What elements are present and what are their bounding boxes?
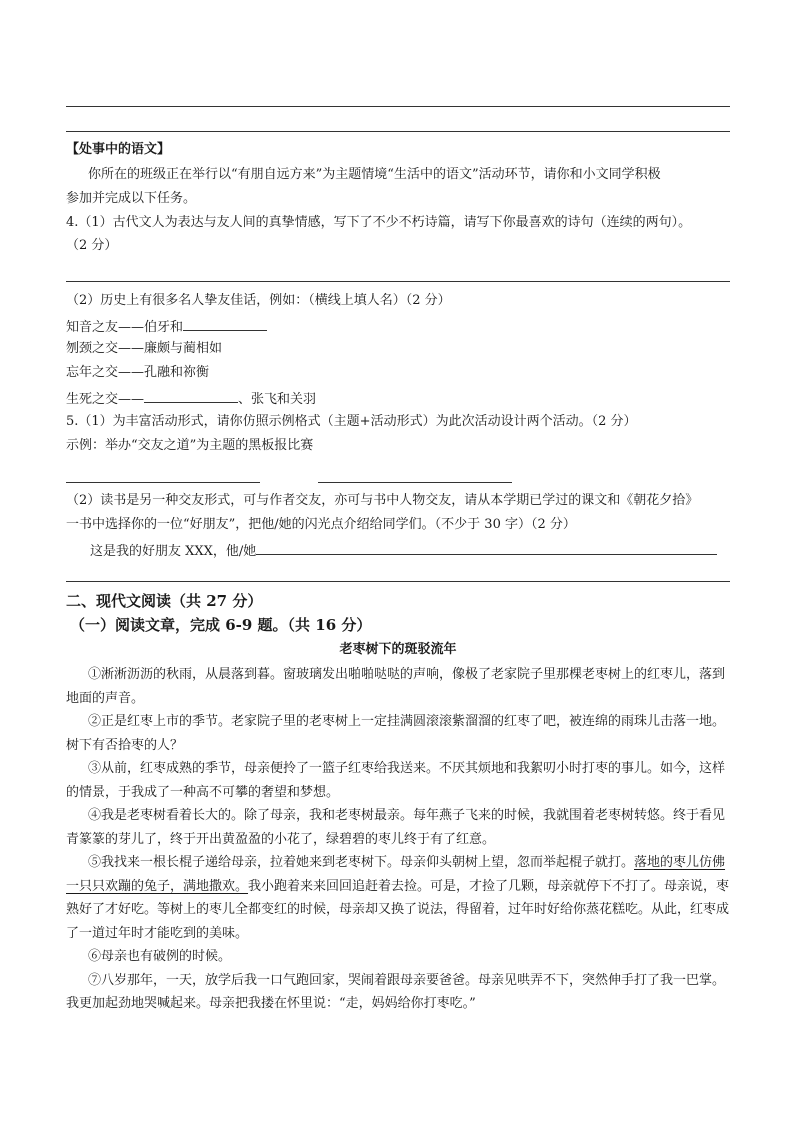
intro-text-cont: 参加并完成以下任务。	[66, 191, 197, 206]
fill-prompt-line	[90, 540, 730, 561]
answer-line[interactable]	[66, 106, 730, 107]
question-5-1: 5.（1）为丰富活动形式，请你仿照示例格式（主题+活动形式）为此次活动设计两个活动。（2 分）	[66, 414, 637, 429]
section-heading: 【处事中的语文】	[66, 142, 171, 157]
paragraph-4: ④我是老枣树看着长大的。除了母亲，我和老枣树最亲。每年燕子飞来的时候，我就围着老枣树转悠。终于看见青篆篆的芽儿了，终于开出黄盈盈的小花了，绿碧碧的枣儿终于有了红意。	[66, 808, 726, 847]
paragraph-1: ①淅淅沥沥的秋雨，从晨落到暮。窗玻璃发出啪啪哒哒的声响，像极了老家院子里那棵老枣树上的红枣儿，落到地面的声音。	[66, 667, 726, 706]
answer-line[interactable]	[66, 581, 730, 582]
answer-line[interactable]	[66, 131, 730, 132]
friend-pair-1-text: 知音之友——伯牙和	[66, 320, 184, 335]
paragraph-7: ⑦八岁那年，一天，放学后我一口气跑回家，哭闹着跟母亲要爸爸。母亲见哄弄不下，突然伸手打了我一巴掌。我更加起劲地哭喊起来。母亲把我搂在怀里说：“走，妈妈给你打枣吃。”	[66, 972, 726, 1011]
friend-pair-4-suffix: 、张飞和关羽	[238, 392, 317, 407]
friend-pair-3: 忘年之交——孔融和祢衡	[66, 365, 210, 380]
article-title: 老枣树下的斑驳流年	[339, 642, 457, 657]
answer-line-activity-2[interactable]	[318, 482, 512, 483]
intro-text: 你所在的班级正在举行以“有朋自远方来”为主题情境“生活中的语文”活动环节，请你和小文同学积极	[88, 167, 661, 182]
article-body	[66, 663, 730, 1016]
paragraph-3: ③从前，红枣成熟的季节，母亲便拎了一篮子红枣给我送来。不厌其烦地和我絮叨小时打枣的事儿。如今，这样的情景，于我成了一种高不可攀的奢望和梦想。	[66, 761, 726, 800]
answer-line[interactable]	[66, 281, 730, 282]
fill-blank[interactable]	[144, 388, 238, 403]
sub-section-heading: （一）阅读文章，完成 6-9 题。（共 16 分）	[70, 616, 372, 634]
paragraph-5-start: ⑤我找来一根长棍子递给母亲，拉着她来到老枣树下。母亲仰头朝树上望，忽而举起棍子就打。	[88, 855, 635, 870]
friend-pair-1	[66, 316, 730, 337]
answer-line-activity-1[interactable]	[66, 482, 260, 483]
paragraph-5	[66, 851, 730, 945]
question-4-2: （2）历史上有很多名人挚友佳话，例如：（横线上填人名）（2 分）	[66, 293, 451, 308]
question-4-1-score: （2 分）	[66, 238, 118, 253]
fill-prompt: 这是我的好朋友 XXX，他/她	[90, 544, 257, 559]
paragraph-2: ②正是红枣上市的季节。老家院子里的老枣树上一定挂满圆滚滚紫溜溜的红枣了吧，被连绵的雨珠儿击落一地。树下有否拾枣的人？	[66, 714, 726, 753]
friend-pair-4-prefix: 生死之交——	[66, 392, 145, 407]
part-2-heading: 二、现代文阅读（共 27 分）	[66, 592, 263, 610]
fill-blank[interactable]	[183, 316, 267, 331]
fill-blank[interactable]	[256, 540, 717, 555]
question-5-2-cont: 一书中选择你的一位“好朋友”，把他/她的闪光点介绍给同学们。（不少于 30 字）（2 分）	[66, 517, 576, 532]
paragraph-5-rest: 我小跑着来来回回追赶着去捡。可是，才捡了几颗，母亲就停下不打了。母亲说，枣熟好了才好吃。等树上的枣儿全都变红的时候，母亲却又换了说法，得留着，过年时好给你蒸花糕吃。从此，红枣成了一道过年时才能吃到的美味。	[66, 878, 730, 941]
question-5-2: （2）读书是另一种交友形式，可与作者交友，亦可与书中人物交友，请从本学期已学过的课文和《朝花夕拾》	[66, 493, 699, 508]
friend-pair-4	[66, 388, 730, 409]
question-4-1: 4.（1）古代文人为表达与友人间的真挚情感，写下了不少不朽诗篇，请写下你最喜欢的诗句（连续的两句）。	[66, 215, 692, 230]
friend-pair-2: 刎颈之交——廉颇与蔺相如	[66, 341, 223, 356]
example-text: 示例：举办“交友之道”为主题的黑板报比赛	[66, 438, 314, 453]
underlined-sentence: 落地的枣儿仿佛一只只欢蹦的兔子，满地撒欢。	[66, 855, 726, 894]
paragraph-6: ⑥母亲也有破例的时候。	[88, 949, 232, 964]
